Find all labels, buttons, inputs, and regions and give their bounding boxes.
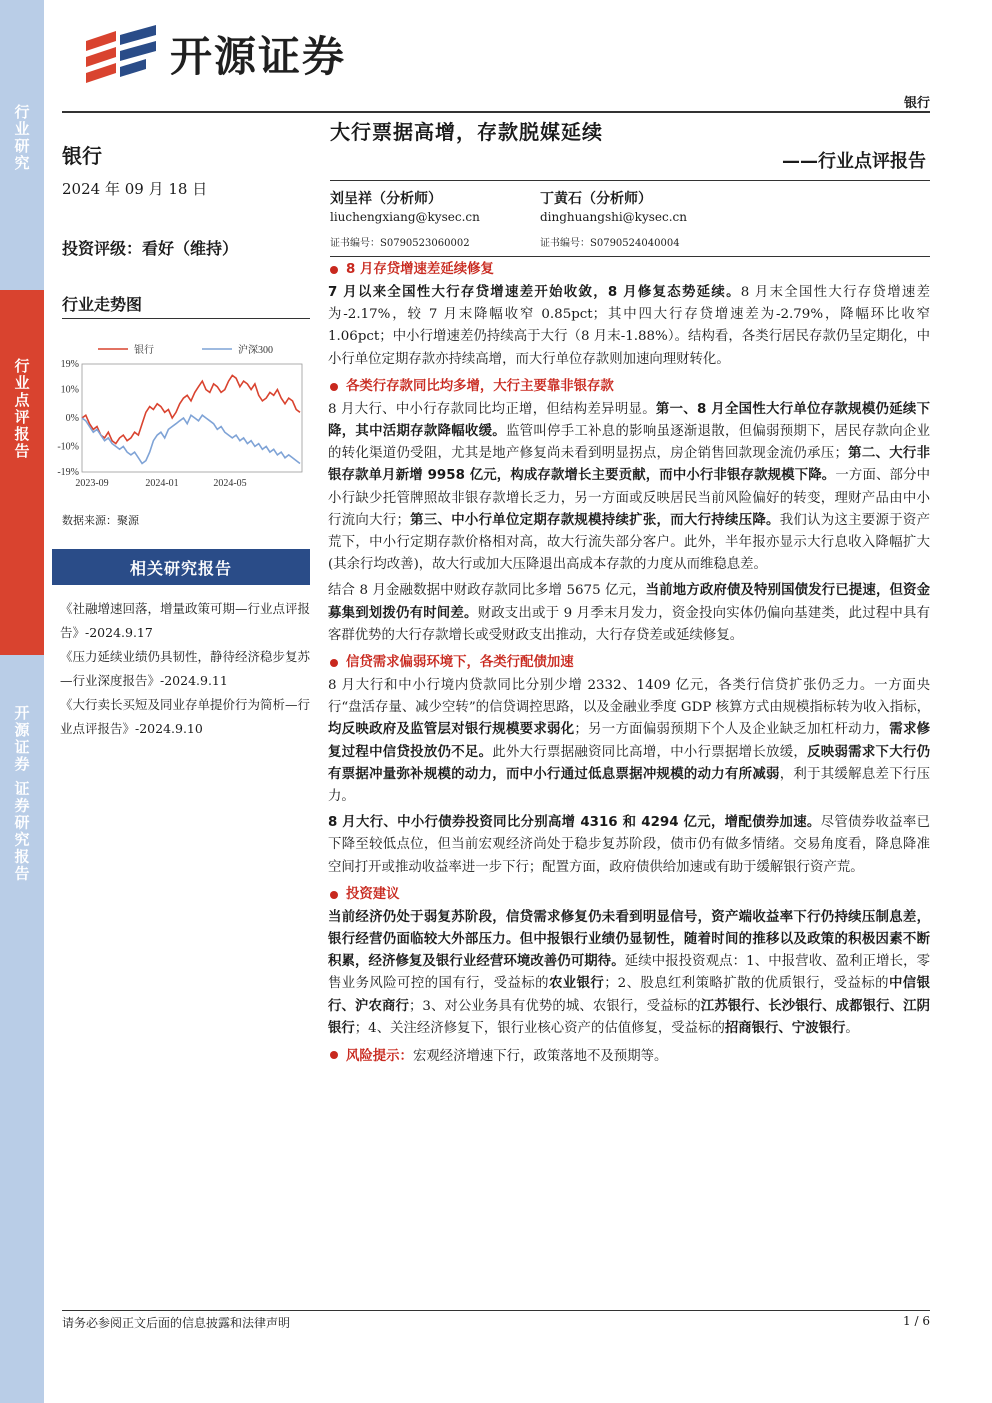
analyst-name: 丁黄石（分析师） [540, 191, 652, 207]
footer-disclaimer: 请务必参阅正文后面的信息披露和法律声明 [62, 1316, 291, 1330]
brand-name: 开源证券 [170, 32, 347, 81]
analyst-name: 刘呈祥（分析师） [330, 191, 442, 207]
bullet-icon [330, 383, 338, 391]
title-divider [330, 180, 930, 181]
section-heading: 各类行存款同比均多增，大行主要靠非银存款 [328, 375, 930, 399]
series-line [82, 415, 300, 463]
analyst-cert: 证书编号：S0790523060002 [330, 238, 470, 249]
trend-title: 行业走势图 [62, 295, 143, 314]
report-title: 大行票据高增，存款脱媒延续 [330, 120, 603, 144]
paragraph: 7 月以来全国性大行存贷增速差开始收敛，8 月修复态势延续。8 月末全国性大行存贷增速差为-2.17%，较 7 月末降幅收窄 0.85pct；其中四大行存贷增速差为-2.79%，降幅环比收窄 1.06pct；中小行增速差仍持续高于大行（8 月末-1.88%）。结构看，各类行居民存款仍呈定期化，中小行单位定期存款亦持续高增，而大行单位存款则加速向理财转化。 [328, 285, 930, 367]
y-tick-label: -19% [57, 467, 79, 478]
side-label-top: 行业研究 [12, 104, 31, 172]
analyst-card [330, 188, 480, 249]
page-number: 1 / 6 [903, 1314, 930, 1328]
paragraph: 结合 8 月金融数据中财政存款同比多增 5675 亿元，当前地方政府债及特别国债发行已提速，但资金募集到划拨仍有时间差。财政支出或于 9 月季末月发力，资金投向实体仍偏向基建类，此过程中具有客群优势的大行存款增长或受财政支出推动，大行存贷差或延续修复。 [328, 583, 931, 643]
section-heading: 投资建议 [328, 883, 930, 907]
x-tick-label: 2023-09 [75, 478, 109, 489]
analyst-email[interactable]: liuchengxiang@kysec.cn [330, 210, 480, 224]
bullet-icon [330, 659, 338, 667]
paragraph: 8 月大行、中小行债券投资同比分别高增 4316 和 4294 亿元，增配债券加速。尽管债券收益率已下降至较低点位，但当前宏观经济尚处于稳步复苏阶段，债市仍有做多情绪。交易角度看，降息降准空间打开或推动收益率进一步下行；配置方面，政府债供给加速或有助于缓解银行资产荒。 [328, 815, 930, 875]
bullet-icon [330, 891, 338, 899]
paragraph: 8 月大行、中小行存款同比均正增，但结构差异明显。第一、8 月全国性大行单位存款规模仍延续下降，其中活期存款降幅收缓。监管叫停手工补息的影响虽逐渐退散，但偏弱预期下，居民存款向企业的转化渠道仍受阻，尤其是地产修复尚未看到明显拐点，房企销售回款现金流仍承压；第二、大行非银存款单月新增 9958 亿元，构成存款增长主要贡献，而中小行非银存款规模下降。一方面、部分中小行缺少托管牌照故非银存款增长乏力，另一方面或反映居民当前风险偏好的转变，理财产品由中小行流向大行；第三、中小行单位定期存款规模持续扩张，而大行持续压降。我们认为这主要源于资产荒下，中小行定期存款价格相对高，故大行流失部分客户。此外，半年报亦显示大行息收入降幅扩大(其余行均改善)，故大行或加大压降退出高成本存款的力度从而维稳息差。 [328, 401, 931, 573]
related-report-link[interactable]: 《社融增速回落，增量政策可期—行业点评报告》-2024.9.17 [60, 601, 311, 640]
report-subtitle: ——行业点评报告 [782, 151, 926, 172]
bullet-icon [330, 1051, 338, 1059]
risk-warning: 风险提示：宏观经济增速下行，政策落地不及预期等。 [328, 1046, 930, 1068]
x-tick-label: 2024-01 [145, 478, 179, 489]
x-tick-label: 2024-05 [213, 478, 247, 489]
investment-rating: 投资评级：看好（维持） [62, 239, 239, 258]
side-strip [0, 0, 44, 1403]
side-strip-top [0, 0, 44, 290]
header-divider [62, 111, 930, 113]
section-heading: 8 月存贷增速差延续修复 [328, 258, 930, 282]
section-heading: 信贷需求偏弱环境下，各类行配债加速 [328, 651, 930, 675]
y-tick-label: 10% [60, 384, 79, 396]
series-line [82, 375, 300, 443]
data-source: 数据来源：聚源 [62, 514, 139, 527]
related-report-link[interactable]: 《压力延续业绩仍具韧性，静待经济稳步复苏—行业深度报告》-2024.9.11 [60, 649, 311, 688]
related-report-link[interactable]: 《大行卖长买短及同业存单提价行为简析—行业点评报告》-2024.9.10 [60, 697, 311, 736]
bullet-icon [330, 266, 338, 274]
brand-logo-icon [82, 25, 164, 83]
report-date: 2024 年 09 月 18 日 [62, 180, 208, 198]
analyst-email[interactable]: dinghuangshi@kysec.cn [540, 210, 687, 224]
y-tick-label: 0% [65, 413, 79, 424]
analyst-card [540, 188, 687, 249]
side-strip-bottom [0, 655, 44, 1403]
analyst-cert: 证书编号：S0790524040004 [540, 238, 680, 249]
report-body [328, 258, 930, 1068]
side-strip-middle [0, 290, 44, 655]
industry-trend-chart [52, 330, 312, 500]
brand-logo [82, 24, 346, 84]
trend-divider [62, 318, 310, 319]
related-reports-header: 相关研究报告 [52, 549, 310, 585]
industry-name: 银行 [62, 144, 102, 168]
y-tick-label: -10% [57, 441, 79, 453]
side-label-bottom: 开源证券 证券研究报告 [12, 705, 31, 883]
legend-label: 银行 [134, 345, 154, 356]
header-industry: 银行 [903, 96, 930, 111]
side-label-middle: 行业点评报告 [12, 358, 31, 460]
legend-label: 沪深300 [238, 345, 273, 356]
footer-divider [62, 1310, 930, 1311]
y-tick-label: 19% [60, 359, 79, 370]
chart-frame [82, 364, 302, 472]
related-reports-list [60, 597, 310, 741]
paragraph: 当前经济仍处于弱复苏阶段，信贷需求修复仍未看到明显信号，资产端收益率下行仍持续压制息差，银行经营仍面临较大外部压力。但中报银行业绩仍显韧性，随着时间的推移以及政策的积极因素不断积累，经济修复及银行业经营环境改善仍可期待。延续中报投资观点：1、中报营收、盈利正增长，零售业务风险可控的国有行，受益标的农业银行；2、股息红利策略扩散的优质银行，受益标的中信银行、沪农商行；3、对公业务具有优势的城、农银行，受益标的江苏银行、长沙银行、成都银行、江阴银行；4、关注经济修复下，银行业核心资产的估值修复，受益标的招商银行、宁波银行。 [328, 909, 930, 1036]
paragraph: 8 月大行和中小行境内贷款同比分别少增 2332、1409 亿元，各类行信贷扩张仍乏力。一方面央行“盘活存量、减少空转”的信贷调控思路，以及金融业季度 GDP 核算方式由规模指标转为收入指标，均反映政府及监管层对银行规模要求弱化；另一方面偏弱预期下个人及企业缺乏加杠杆动力，需求修复过程中信贷投放仍不足。此外大行票据融资同比高增，中小行票据增长放缓，反映弱需求下大行仍有票据冲量弥补规模的动力，而中小行通过低息票据冲规模的动力有所减弱，利于其缓解息差下行压力。 [328, 678, 931, 805]
analyst-divider [330, 256, 930, 257]
